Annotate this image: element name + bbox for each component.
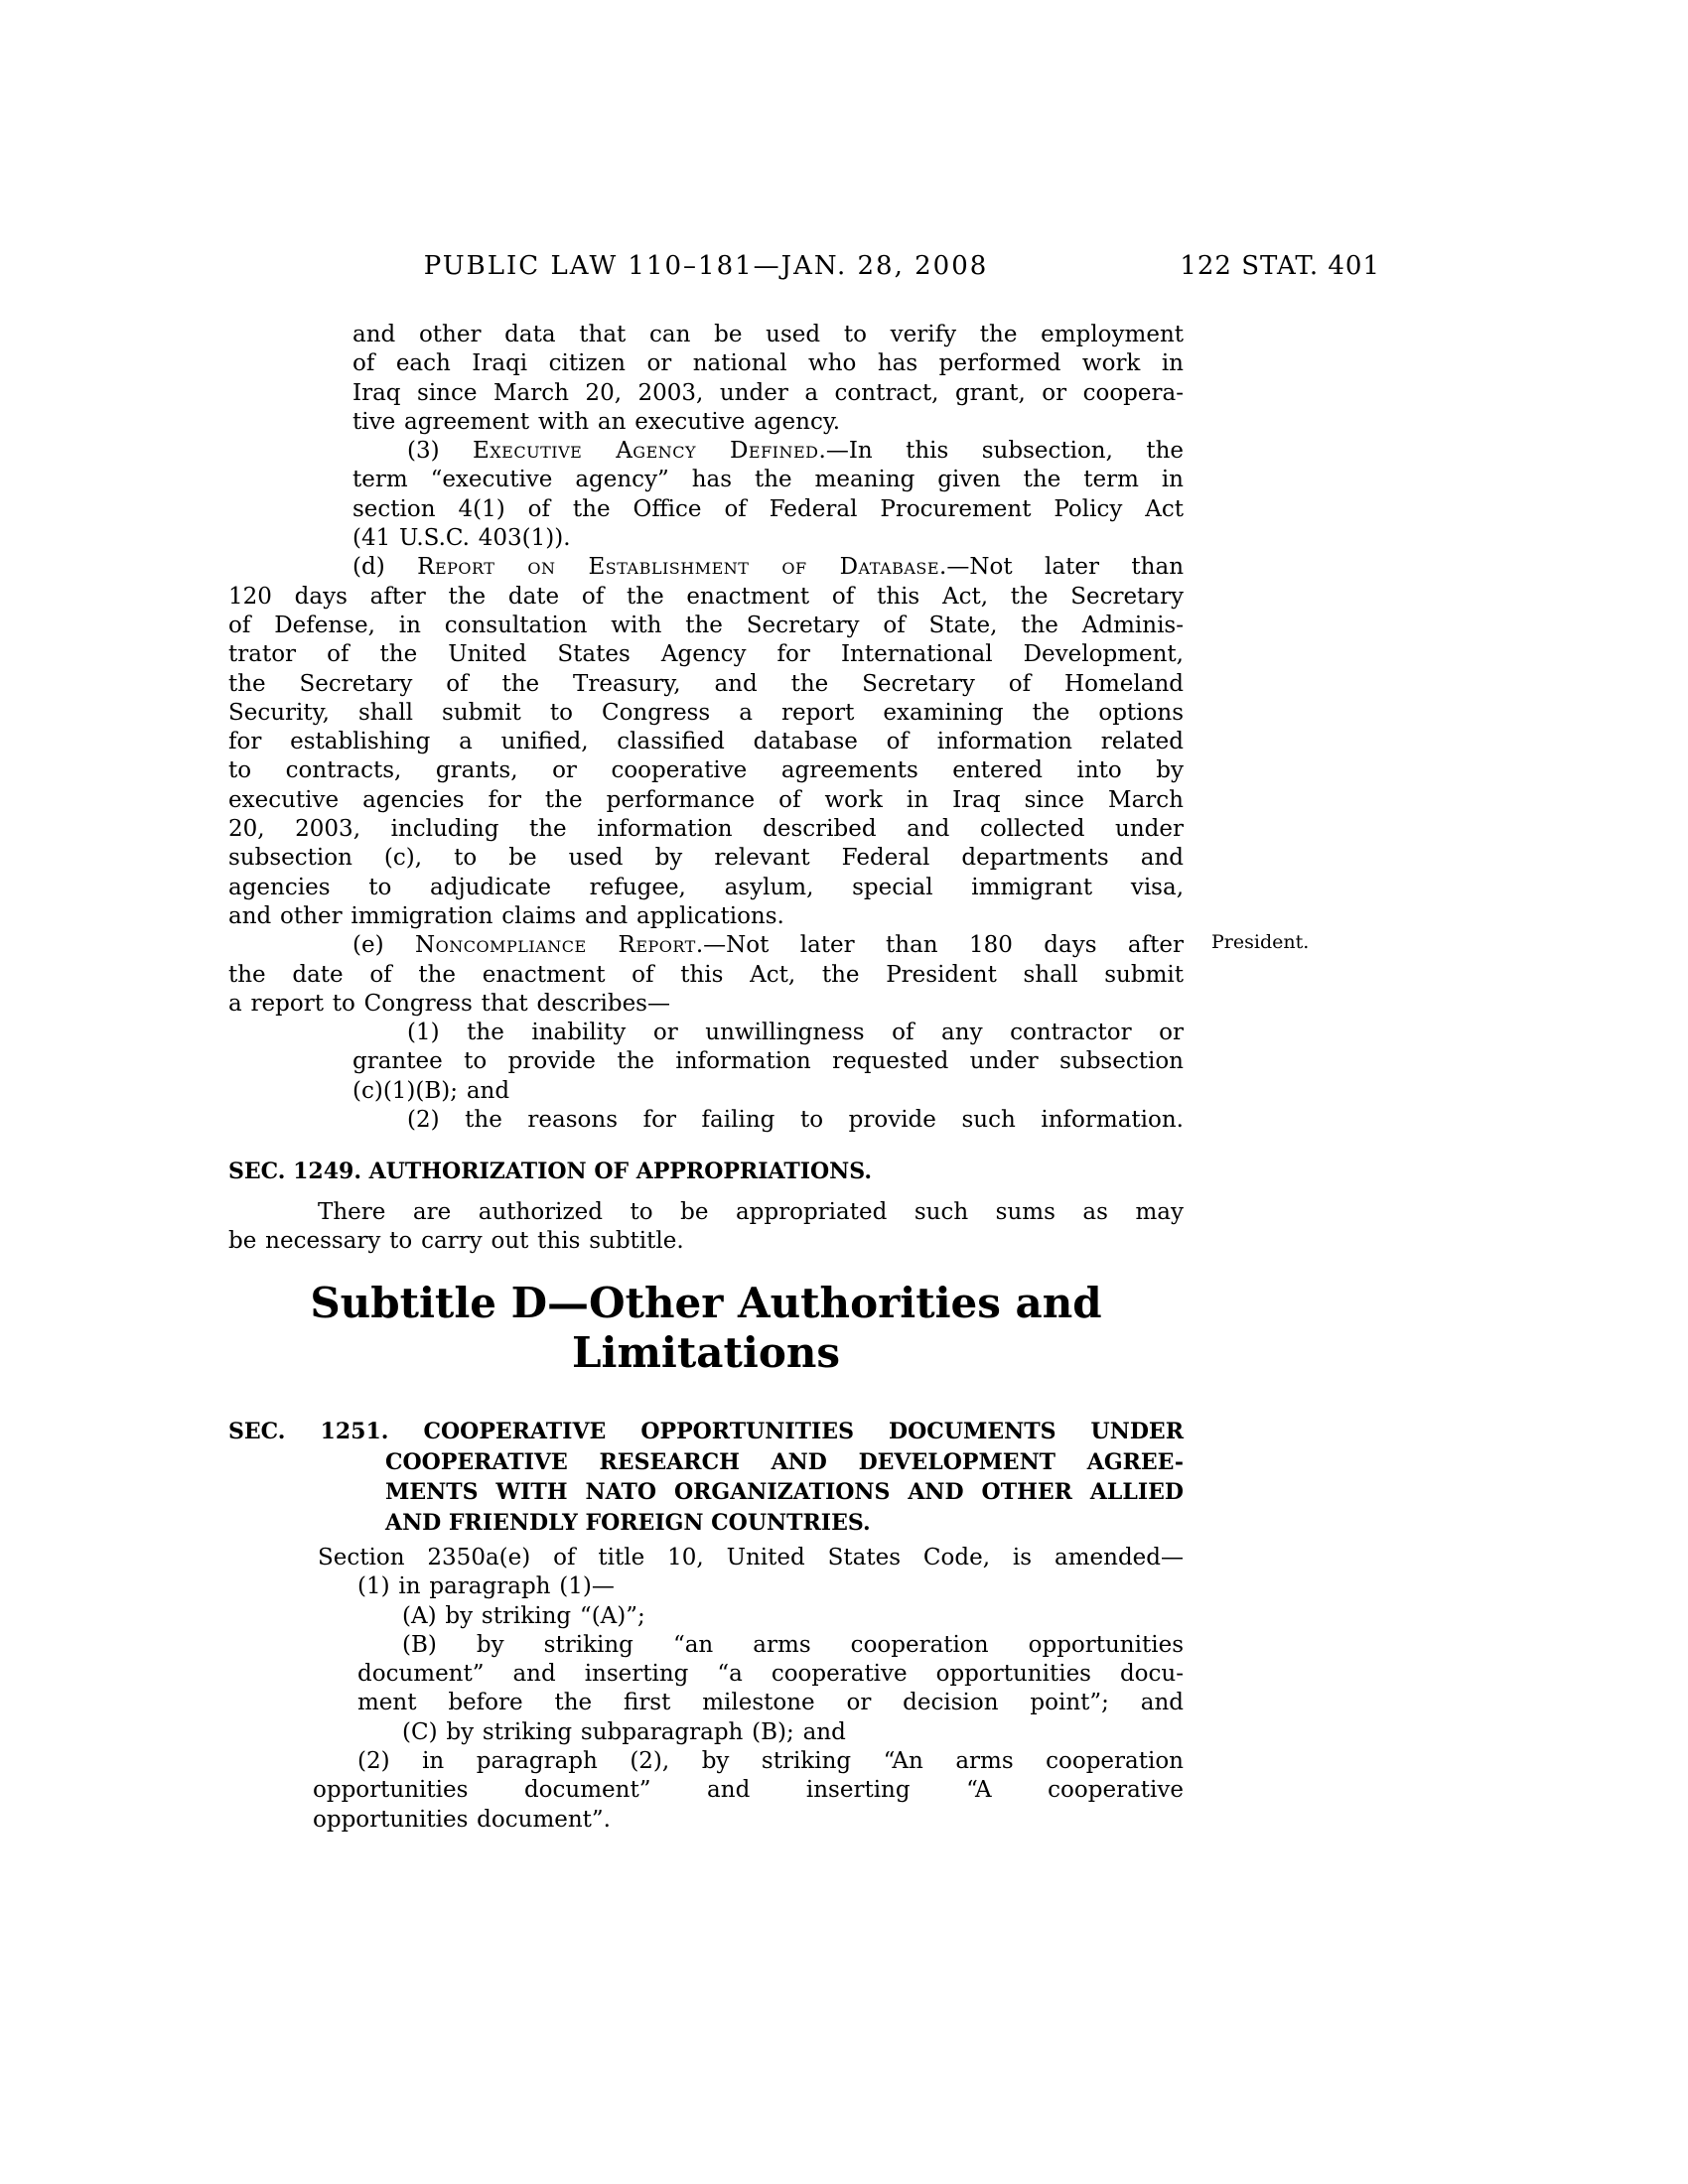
- text-segment: Limitations: [571, 1328, 841, 1377]
- text-segment: .—In this subsection, the: [818, 438, 1184, 465]
- text-line: [228, 990, 1184, 1019]
- stat-page-number: 122 STAT. 401: [1180, 251, 1380, 281]
- text-segment: 20, 2003, including the information described and collected under: [228, 816, 1184, 843]
- text-segment: the Secretary of the Treasury, and the Secretary of Homeland: [228, 670, 1184, 697]
- text-line: [402, 1631, 1184, 1660]
- text-segment: ment before the first milestone or decision point”; and: [357, 1690, 1184, 1716]
- subsection-c-d-e-text: [228, 321, 1184, 1135]
- text-segment: (A) by striking “(A)”;: [402, 1602, 645, 1629]
- text-line: [228, 786, 1184, 815]
- text-segment: grantee to provide the information requested under subsection: [352, 1048, 1184, 1075]
- text-line: [228, 640, 1184, 669]
- text-segment: executive agencies for the performance of work in Iraq since March: [228, 786, 1184, 813]
- text-line: [352, 524, 1184, 553]
- text-segment: .—Not later than: [939, 554, 1185, 581]
- text-segment: of Defense, in consultation with the Secretary of State, the Adminis-: [228, 612, 1184, 638]
- text-segment: (2) in paragraph (2), by striking “An arms cooperation: [357, 1748, 1184, 1775]
- text-segment: (C) by striking subparagraph (B); and: [402, 1718, 846, 1745]
- text-line: [407, 437, 1184, 466]
- text-line: [228, 1328, 1184, 1378]
- text-line: [407, 1019, 1184, 1047]
- text-segment: (B) by striking “an arms cooperation opportunities: [402, 1631, 1184, 1658]
- text-line: [313, 1776, 1184, 1805]
- text-line: [402, 1602, 1184, 1631]
- text-line: [385, 1447, 1184, 1478]
- text-segment: (1) the inability or unwillingness of any contractor or: [407, 1020, 1184, 1046]
- text-segment: (3): [407, 438, 473, 465]
- text-line: [228, 1417, 1184, 1447]
- text-line: [357, 1660, 1184, 1689]
- text-line: [228, 815, 1184, 844]
- text-segment: to contracts, grants, or cooperative agreements entered into by: [228, 757, 1184, 784]
- text-segment: for establishing a unified, classified database of information related: [228, 729, 1184, 755]
- text-segment: of each Iraqi citizen or national who has performed work in: [352, 350, 1184, 377]
- text-segment: the date of the enactment of this Act, the President shall submit: [228, 961, 1184, 988]
- text-segment: 120 days after the date of the enactment of this Act, the Secretary: [228, 583, 1184, 610]
- text-line: [352, 553, 1184, 582]
- text-segment: (d): [352, 554, 418, 581]
- text-line: [228, 699, 1184, 728]
- text-segment: (c)(1)(B); and: [352, 1077, 510, 1104]
- text-line: [385, 1508, 1184, 1539]
- text-line: [228, 670, 1184, 699]
- text-line: [357, 1689, 1184, 1717]
- margin-note-president: President.: [1211, 931, 1310, 953]
- text-segment: There are authorized to be appropriated such sums as may: [318, 1199, 1184, 1225]
- text-line: [352, 379, 1184, 408]
- text-segment: Section 2350a(e) of title 10, United States Code, is amended—: [318, 1545, 1184, 1570]
- text-line: [352, 495, 1184, 524]
- text-segment: (41 U.S.C. 403(1)).: [352, 525, 571, 552]
- text-segment: Subtitle D—Other Authorities and: [310, 1279, 1102, 1327]
- text-line: [228, 612, 1184, 640]
- text-line: [352, 1047, 1184, 1076]
- text-segment: AND FRIENDLY FOREIGN COUNTRIES.: [385, 1509, 871, 1536]
- text-segment: document” and inserting “a cooperative opportunities docu-: [357, 1661, 1184, 1688]
- text-line: [228, 961, 1184, 990]
- text-segment: tive agreement with an executive agency.: [352, 408, 841, 435]
- text-segment: opportunities document” and inserting “A cooperative: [313, 1777, 1184, 1804]
- text-line: [352, 321, 1184, 349]
- text-segment: be necessary to carry out this subtitle.: [228, 1228, 684, 1255]
- text-line: [228, 844, 1184, 873]
- text-line: [313, 1806, 1184, 1835]
- text-segment: term “executive agency” has the meaning given the term in: [352, 467, 1184, 493]
- text-segment: Iraq since March 20, 2003, under a contract, grant, or coopera-: [352, 379, 1184, 406]
- sec-1249-text: [228, 1198, 1184, 1257]
- text-line: [407, 1106, 1184, 1135]
- text-line: [318, 1198, 1184, 1227]
- text-segment: SEC. 1249. AUTHORIZATION OF APPROPRIATIONS.: [228, 1159, 873, 1184]
- sec-1249-heading: [228, 1157, 1184, 1186]
- text-line: [228, 583, 1184, 612]
- text-segment: (1) in paragraph (1)—: [357, 1573, 615, 1600]
- text-line: [228, 1279, 1184, 1328]
- text-segment: and other immigration claims and applications.: [228, 902, 784, 929]
- text-line: [357, 1572, 1184, 1601]
- text-segment: agencies to adjudicate refugee, asylum, special immigrant visa,: [228, 874, 1184, 900]
- text-line: [228, 902, 1184, 931]
- text-segment: section 4(1) of the Office of Federal Procurement Policy Act: [352, 495, 1184, 522]
- text-segment: subsection (c), to be used by relevant Federal departments and: [228, 845, 1184, 872]
- text-line: [228, 756, 1184, 785]
- text-segment: trator of the United States Agency for International Development,: [228, 641, 1184, 668]
- text-line: [352, 931, 1184, 960]
- text-line: [228, 1157, 1184, 1186]
- text-segment: (2) the reasons for failing to provide such information.: [407, 1107, 1184, 1134]
- sec-1251-heading: [228, 1417, 1184, 1538]
- small-caps-text: Noncompliance Report: [414, 932, 696, 959]
- text-line: [318, 1544, 1184, 1572]
- text-segment: opportunities document”.: [313, 1806, 611, 1833]
- text-segment: Security, shall submit to Congress a report examining the options: [228, 699, 1184, 726]
- text-segment: a report to Congress that describes—: [228, 990, 670, 1017]
- text-line: [402, 1718, 1184, 1747]
- small-caps-text: Executive Agency Defined: [472, 438, 819, 465]
- text-line: [228, 1227, 1184, 1256]
- text-segment: SEC. 1251. COOPERATIVE OPPORTUNITIES DOCUMENTS UNDER: [228, 1419, 1184, 1444]
- text-line: [357, 1747, 1184, 1776]
- text-segment: MENTS WITH NATO ORGANIZATIONS AND OTHER ALLIED: [385, 1479, 1184, 1505]
- sec-1251-text: [228, 1544, 1184, 1835]
- text-segment: COOPERATIVE RESEARCH AND DEVELOPMENT AGREE-: [385, 1448, 1184, 1475]
- text-segment: .—Not later than 180 days after: [695, 932, 1184, 959]
- subtitle-d-heading: [228, 1279, 1184, 1378]
- text-line: [385, 1477, 1184, 1508]
- running-head-title: PUBLIC LAW 110–181—JAN. 28, 2008: [423, 251, 989, 281]
- text-line: [228, 728, 1184, 756]
- text-segment: (e): [352, 932, 415, 959]
- text-line: [352, 349, 1184, 378]
- text-line: [352, 408, 1184, 437]
- text-line: [228, 874, 1184, 902]
- text-line: [352, 1077, 1184, 1106]
- text-segment: and other data that can be used to verify the employment: [352, 322, 1184, 347]
- text-line: [352, 466, 1184, 494]
- text-column: [228, 0, 1184, 2184]
- small-caps-text: Report on Establishment of Database: [417, 554, 940, 581]
